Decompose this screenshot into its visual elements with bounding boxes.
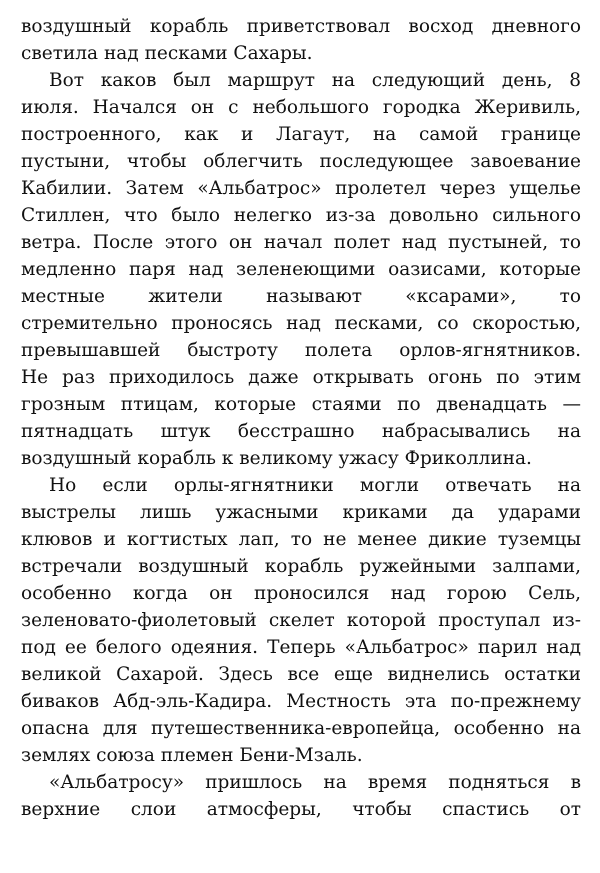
text-line: землях союза племен Бени-Мзаль. (21, 745, 363, 766)
text-line: биваков Абд-эль-Кадира. Местность эта по-прежнему (21, 691, 581, 712)
text-line: воздушный корабль к великому ужасу Фриколлина. (21, 448, 532, 469)
text-line: «Альбатросу» пришлось на время подняться в (49, 772, 581, 793)
text-line: построенного, как и Лагаут, на самой границе (21, 124, 581, 145)
text-line: выстрелы лишь ужасными криками да ударами (21, 502, 581, 523)
paragraph-4 (21, 769, 581, 823)
text-line: воздушный корабль приветствовал восход дневного (21, 16, 581, 37)
text-line: пятнадцать штук бесстрашно набрасывались на (21, 421, 581, 442)
text-line: пустыни, чтобы облегчить последующее завоевание (21, 151, 581, 172)
text-line: Стиллен, что было нелегко из-за довольно сильного (21, 205, 581, 226)
paragraph-1 (21, 13, 581, 67)
text-line: Не раз приходилось даже открывать огонь по этим (21, 367, 581, 388)
paragraph-2 (21, 67, 581, 472)
text-line: опасна для путешественника-европейца, особенно на (21, 718, 581, 739)
text-line: клювов и когтистых лап, то не менее дикие туземцы (21, 529, 581, 550)
text-line: великой Сахарой. Здесь все еще виднелись остатки (21, 664, 581, 685)
text-line: грозным птицам, которые стаями по двенадцать — (21, 394, 581, 415)
text-line: стремительно проносясь над песками, со скоростью, (21, 313, 581, 334)
text-line: местные жители называют «ксарами», то (21, 286, 581, 307)
text-line: светила над песками Сахары. (21, 43, 313, 64)
text-line: Но если орлы-ягнятники могли отвечать на (49, 475, 581, 496)
text-line: Кабилии. Затем «Альбатрос» пролетел через ущелье (21, 178, 581, 199)
text-line: под ее белого одеяния. Теперь «Альбатрос» парил над (21, 637, 581, 658)
text-line: зеленовато-фиолетовый скелет которой проступал из- (21, 610, 581, 631)
text-line: медленно паря над зеленеющими оазисами, которые (21, 259, 581, 280)
text-line: верхние слои атмосферы, чтобы спастись от (21, 799, 581, 820)
paragraph-3 (21, 472, 581, 769)
text-line: превышавшей быстроту полета орлов-ягнятников. (21, 340, 581, 361)
text-line: особенно когда он проносился над горою Сель, (21, 583, 581, 604)
text-line: Вот каков был маршрут на следующий день, 8 (49, 70, 581, 91)
text-line: встречали воздушный корабль ружейными залпами, (21, 556, 581, 577)
text-line: ветра. После этого он начал полет над пустыней, то (21, 232, 581, 253)
text-line: июля. Начался он с небольшого городка Жеривиль, (21, 97, 581, 118)
